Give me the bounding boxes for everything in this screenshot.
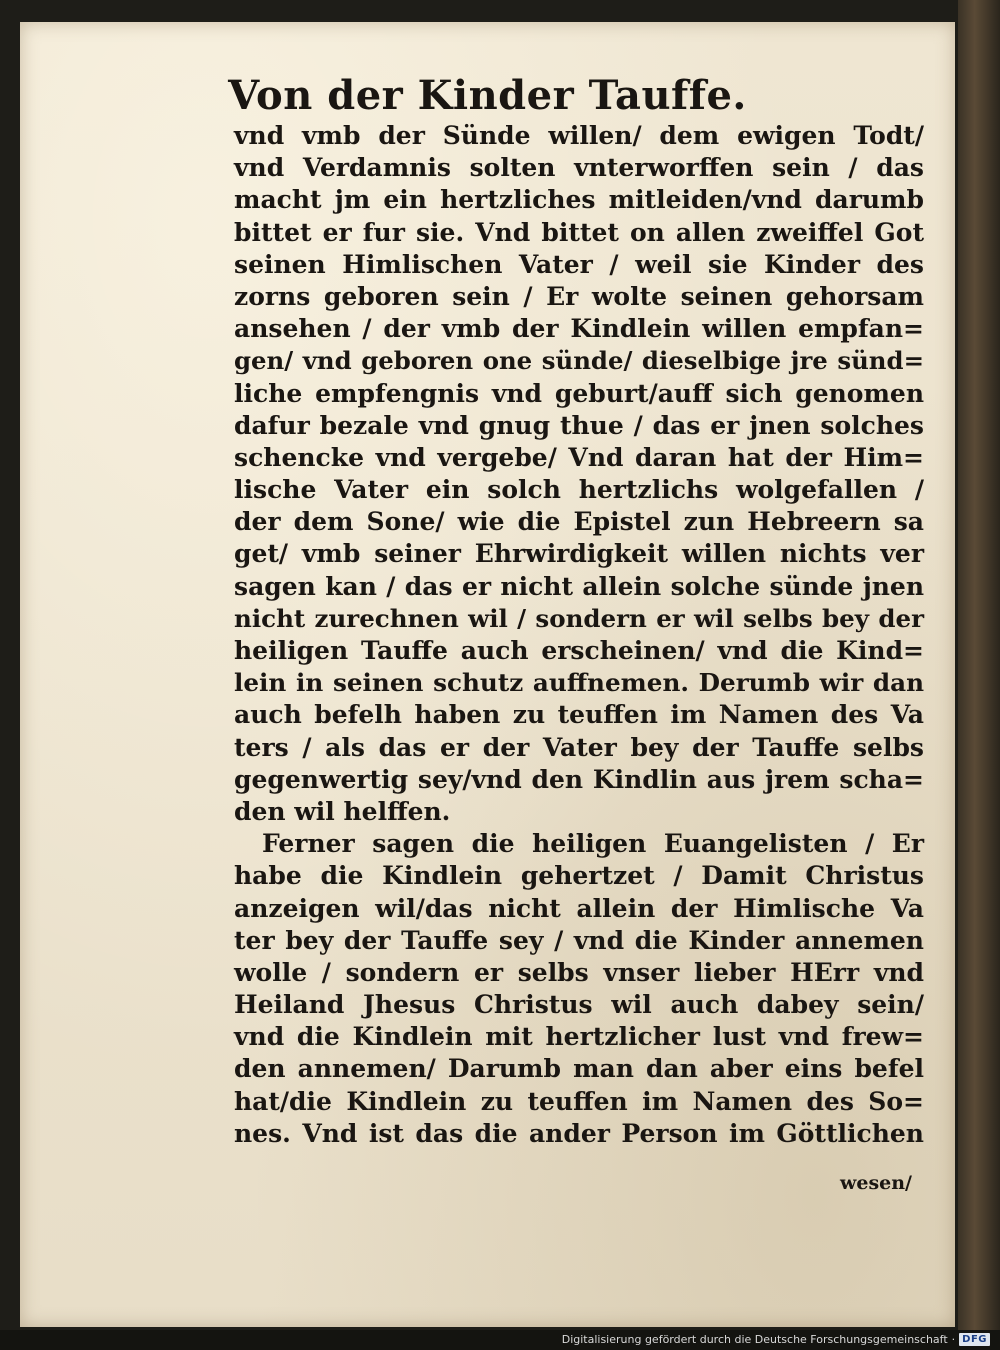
- text-line: Heiland Jhesus Christus wil auch dabey sein/: [234, 990, 924, 1020]
- text-line: heiligen Tauffe auch erscheinen/ vnd die Kind=: [234, 636, 924, 665]
- text-line: gen/ vnd geboren one sünde/ dieselbige jre sünd=: [234, 346, 924, 376]
- text-line: hat/die Kindlein zu teuffen im Namen des So=: [234, 1086, 924, 1116]
- text-line: macht jm ein hertzliches mitleiden/vnd darumb: [234, 185, 924, 215]
- text-line: den wil helffen.: [234, 796, 451, 826]
- text-line: Ferner sagen die heiligen Euangelisten / Er: [262, 829, 924, 859]
- digitization-credit: [562, 1331, 990, 1347]
- text-line: nicht zurechnen wil / sondern er wil selbs bey der: [234, 603, 924, 633]
- credit-separator: ·: [951, 1332, 956, 1346]
- text-line: gegenwertig sey/vnd den Kindlin aus jrem scha=: [234, 764, 924, 794]
- text-line: bittet er fur sie. Vnd bittet on allen zweiffel Got: [234, 217, 924, 247]
- text-line: seinen Himlischen Vater / weil sie Kinder des: [234, 249, 924, 279]
- text-line: ters / als das er der Vater bey der Tauffe selbs: [234, 732, 924, 762]
- body-text: [234, 120, 924, 1150]
- credit-text: Digitalisierung gefördert durch die Deutsche Forschungsgemeinschaft: [561, 1332, 948, 1346]
- book-edge: [958, 0, 1000, 1330]
- text-line: ter bey der Tauffe sey / vnd die Kinder annemen: [234, 925, 924, 955]
- text-line: vnd die Kindlein mit hertzlicher lust vnd frew=: [234, 1022, 924, 1052]
- dfg-logo-icon: DFG: [959, 1333, 990, 1346]
- text-line: sagen kan / das er nicht allein solche sünde jnen: [234, 571, 924, 601]
- text-line: dafur bezale vnd gnug thue / das er jnen solches: [234, 410, 924, 440]
- text-line: den annemen/ Darumb man dan aber eins befel: [234, 1054, 924, 1084]
- text-line: wolle / sondern er selbs vnser lieber HErr vnd: [234, 957, 924, 987]
- text-line: nes. Vnd ist das die ander Person im Göttlichen: [234, 1118, 924, 1148]
- text-line: zorns geboren sein / Er wolte seinen gehorsam: [234, 281, 924, 311]
- text-line: ansehen / der vmb der Kindlein willen empfan=: [234, 314, 924, 344]
- text-line: anzeigen wil/das nicht allein der Himlische Va: [234, 893, 924, 923]
- text-line: lische Vater ein solch hertzlichs wolgefallen /: [234, 475, 924, 505]
- text-line: vnd vmb der Sünde willen/ dem ewigen Todt/: [234, 121, 924, 150]
- text-line: get/ vmb seiner Ehrwirdigkeit willen nichts ver: [234, 539, 924, 569]
- text-line: auch befelh haben zu teuffen im Namen des Va: [234, 700, 924, 730]
- catchword: wesen/: [840, 1172, 912, 1194]
- text-line: schencke vnd vergebe/ Vnd daran hat der Him=: [234, 442, 924, 472]
- running-head: Von der Kinder Tauffe.: [228, 72, 747, 119]
- text-line: lein in seinen schutz auffnemen. Derumb wir dan: [234, 668, 924, 698]
- text-line: der dem Sone/ wie die Epistel zun Hebreern sa: [234, 507, 924, 537]
- text-line: vnd Verdamnis solten vnterworffen sein / das: [234, 153, 924, 183]
- text-line: habe die Kindlein gehertzet / Damit Christus: [234, 861, 924, 891]
- text-line: liche empfengnis vnd geburt/auff sich genomen: [234, 378, 924, 408]
- book-page: [20, 22, 955, 1327]
